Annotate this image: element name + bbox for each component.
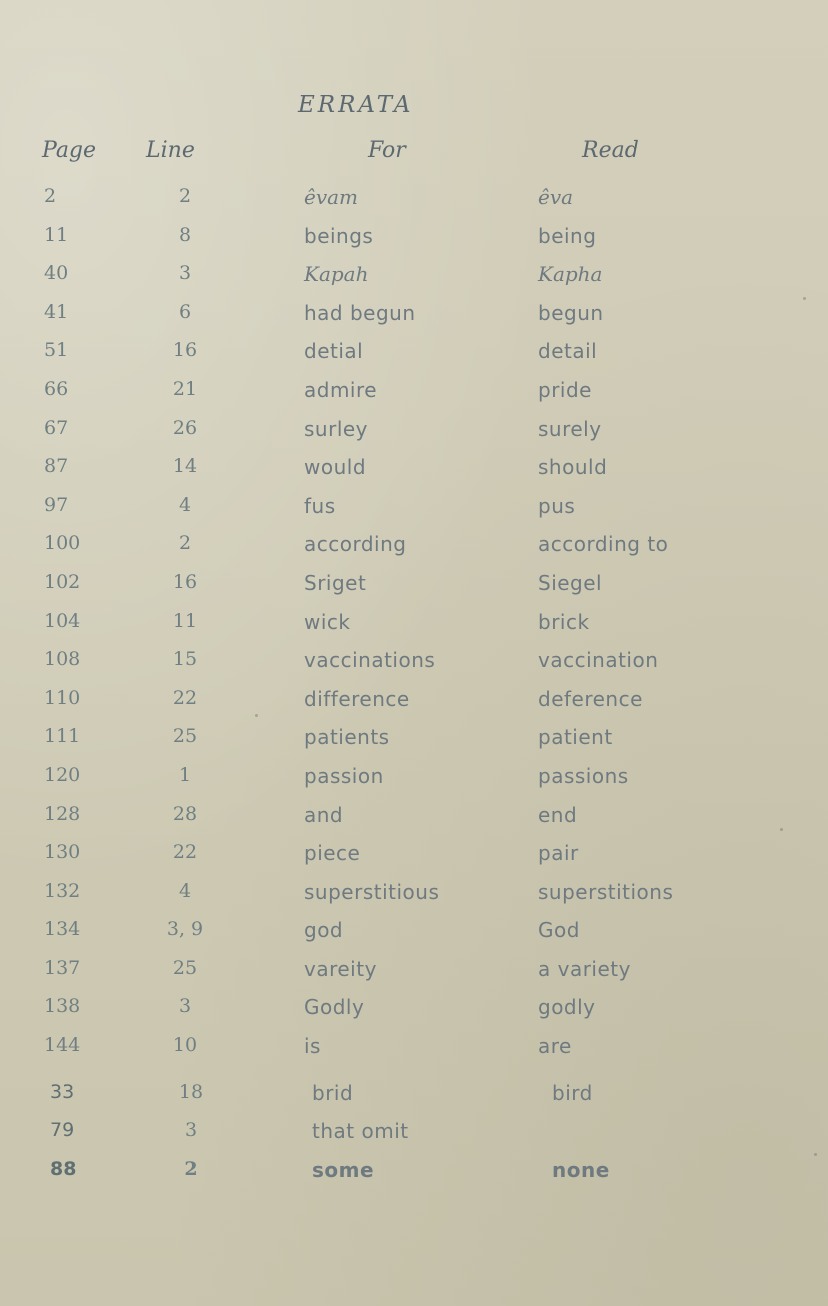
table-row	[0, 494, 828, 533]
cell-for: and	[304, 802, 344, 827]
cell-for: surley	[304, 416, 369, 441]
cell-page: 67	[44, 416, 69, 439]
cell-page: 97	[44, 493, 69, 516]
cell-page: 110	[44, 686, 81, 709]
cell-for: detial	[304, 339, 364, 364]
cell-read: pus	[538, 493, 576, 518]
cell-for: superstitious	[304, 879, 440, 904]
cell-for: vaccinations	[304, 648, 436, 673]
cell-read: Kapha	[538, 262, 603, 287]
table-row	[0, 339, 828, 378]
errata-table	[0, 185, 828, 1196]
cell-line: 22	[172, 686, 198, 709]
cell-for: is	[304, 1034, 321, 1059]
cell-read: pride	[538, 377, 592, 402]
table-row	[0, 224, 828, 263]
cell-line: 4	[178, 493, 192, 516]
cell-read: a variety	[538, 956, 631, 981]
cell-page: 100	[44, 532, 81, 555]
cell-read: êva	[538, 185, 574, 209]
cell-for: admire	[304, 377, 378, 402]
cell-read: patient	[538, 725, 613, 750]
cell-line: 21	[172, 377, 198, 400]
table-row	[0, 841, 828, 880]
paper-speck	[255, 714, 258, 717]
cell-for: difference	[304, 686, 410, 711]
cell-for: that omit	[312, 1119, 409, 1144]
cell-read: detail	[538, 339, 598, 364]
cell-line: 15	[172, 648, 198, 671]
cell-line: 14	[172, 455, 198, 478]
cell-line: 3	[184, 1119, 198, 1142]
table-row	[0, 571, 828, 610]
cell-line: 25	[172, 725, 198, 748]
cell-page: 2	[44, 185, 57, 207]
header-line: Line	[146, 138, 195, 163]
cell-read: being	[538, 223, 597, 248]
table-row	[0, 455, 828, 494]
cell-for: god	[304, 918, 344, 943]
cell-for: Sriget	[304, 570, 367, 595]
table-row	[0, 880, 828, 919]
table-row	[0, 725, 828, 764]
cell-page: 138	[44, 995, 81, 1018]
table-row	[0, 803, 828, 842]
cell-page: 87	[44, 455, 69, 478]
cell-read: godly	[538, 995, 596, 1020]
cell-read: none	[552, 1157, 610, 1182]
cell-for: patients	[304, 725, 390, 750]
cell-read: should	[538, 455, 608, 480]
cell-line: 11	[172, 609, 198, 632]
cell-line: 1	[178, 763, 192, 786]
header-page: Page	[42, 138, 97, 163]
cell-for: êvam	[304, 185, 359, 209]
cell-for: would	[304, 455, 367, 480]
paper-speck	[803, 297, 806, 300]
table-row	[0, 687, 828, 726]
cell-read: pair	[538, 841, 579, 866]
cell-for: wick	[304, 609, 351, 634]
cell-read: vaccination	[538, 648, 659, 673]
cell-line: 10	[172, 1034, 198, 1057]
cell-line: 3, 9	[166, 918, 204, 941]
cell-page: 144	[44, 1034, 81, 1057]
table-row	[0, 1158, 828, 1197]
table-row	[0, 185, 828, 224]
table-row	[0, 918, 828, 957]
cell-page: 108	[44, 648, 81, 671]
cell-page: 88	[50, 1157, 77, 1180]
cell-read: bird	[552, 1080, 593, 1105]
table-row	[0, 764, 828, 803]
table-row	[0, 262, 828, 301]
cell-read: God	[538, 918, 580, 943]
cell-for: some	[312, 1157, 375, 1182]
cell-read: are	[538, 1034, 572, 1059]
cell-page: 41	[44, 300, 69, 323]
cell-page: 111	[44, 725, 81, 748]
cell-line: 22	[172, 841, 198, 864]
cell-page: 51	[44, 339, 69, 362]
cell-read: superstitions	[538, 879, 674, 904]
cell-for: Kapah	[304, 262, 369, 287]
cell-read: deference	[538, 686, 643, 711]
cell-line: 4	[178, 879, 192, 902]
cell-page: 132	[44, 879, 81, 902]
cell-read: according to	[538, 532, 669, 557]
paper-speck	[814, 1153, 817, 1156]
cell-page: 40	[44, 262, 69, 285]
cell-page: 33	[50, 1080, 75, 1103]
cell-read: surely	[538, 416, 602, 441]
cell-read: end	[538, 802, 578, 827]
cell-line: 16	[172, 570, 198, 593]
cell-line: 3	[178, 262, 192, 285]
cell-page: 102	[44, 570, 81, 593]
page-title: ERRATA	[298, 92, 414, 118]
table-row	[0, 1119, 828, 1158]
cell-page: 137	[44, 956, 81, 979]
cell-for: vareity	[304, 956, 377, 981]
cell-for: brid	[312, 1080, 354, 1105]
table-row	[0, 648, 828, 687]
cell-for: fus	[304, 493, 336, 518]
table-row	[0, 957, 828, 996]
cell-line: 8	[178, 223, 192, 246]
cell-read: passions	[538, 763, 629, 788]
cell-read: Siegel	[538, 570, 603, 595]
cell-line: 18	[178, 1080, 204, 1103]
table-row	[0, 1034, 828, 1073]
cell-page: 11	[44, 223, 69, 246]
cell-for: passion	[304, 763, 384, 788]
cell-for: according	[304, 532, 407, 557]
table-row	[0, 378, 828, 417]
table-row	[0, 1081, 828, 1120]
cell-line: 2	[178, 185, 192, 207]
cell-for: Godly	[304, 995, 365, 1020]
paper-speck	[780, 828, 783, 831]
cell-read: brick	[538, 609, 590, 634]
table-row	[0, 301, 828, 340]
header-for: For	[368, 138, 406, 163]
cell-for: piece	[304, 841, 361, 866]
cell-page: 128	[44, 802, 81, 825]
cell-line: 3	[178, 995, 192, 1018]
table-header	[0, 138, 828, 170]
cell-page: 104	[44, 609, 81, 632]
cell-page: 120	[44, 763, 81, 786]
cell-for: had begun	[304, 300, 416, 325]
table-row	[0, 995, 828, 1034]
cell-page: 130	[44, 841, 81, 864]
table-row	[0, 532, 828, 571]
table-row	[0, 610, 828, 649]
cell-line: 28	[172, 802, 198, 825]
cell-read: begun	[538, 300, 604, 325]
cell-line: 2	[184, 1157, 198, 1180]
cell-line: 26	[172, 416, 198, 439]
cell-line: 2	[178, 532, 192, 555]
header-read: Read	[582, 138, 639, 163]
cell-line: 25	[172, 956, 198, 979]
cell-page: 134	[44, 918, 81, 941]
cell-page: 79	[50, 1119, 75, 1142]
cell-line: 16	[172, 339, 198, 362]
table-row	[0, 417, 828, 456]
cell-for: beings	[304, 223, 374, 248]
cell-page: 66	[44, 377, 69, 400]
cell-line: 6	[178, 300, 192, 323]
